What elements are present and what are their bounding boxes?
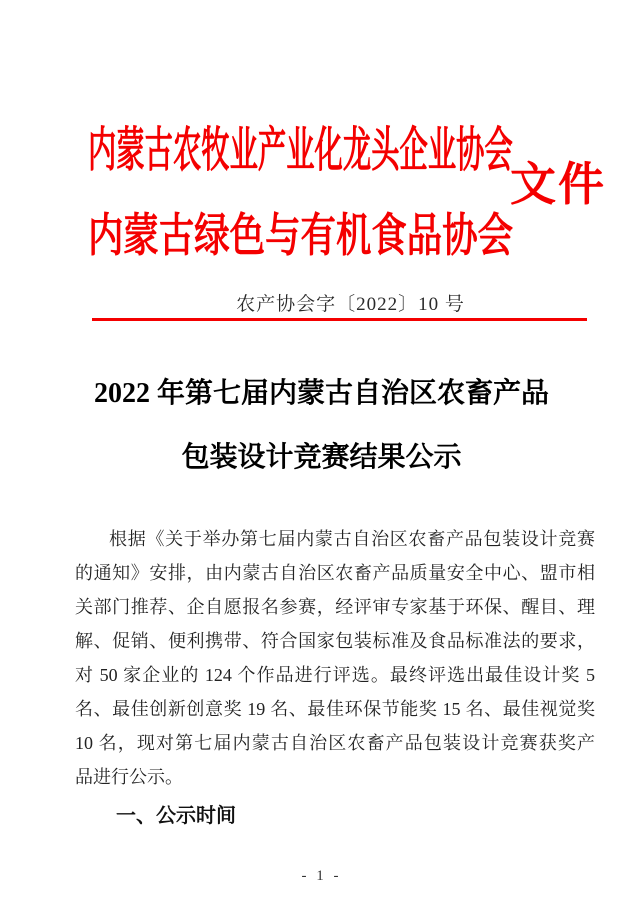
document-title-line-2: 包装设计竞赛结果公示 (181, 442, 462, 473)
body-line: 10 名，现对第七届内蒙古自治区农畜产品包装设计竞赛获奖产 (75, 733, 595, 753)
letterhead-org-name-1-text: 内蒙古农牧业产业化龙头企业协会 (88, 124, 513, 177)
letterhead-org-name-2 (88, 210, 513, 262)
body-line: 对 50 家企业的 124 个作品进行评选。最终评选出最佳设计奖 5 (75, 665, 595, 685)
letterhead-org-name-1 (88, 124, 513, 178)
body-line: 根据《关于举办第七届内蒙古自治区农畜产品包装设计竞赛 (109, 529, 595, 549)
body-line: 名、最佳创新创意奖 19 名、最佳环保节能奖 15 名、最佳视觉奖 (75, 699, 595, 719)
letterhead-org-name-2-text: 内蒙古绿色与有机食品协会 (88, 210, 514, 261)
red-divider-line (92, 318, 587, 321)
document-title-line-1: 2022 年第七届内蒙古自治区农畜产品 (93, 378, 549, 409)
body-line: 关部门推荐、企自愿报名参赛，经评审专家基于环保、醒目、理 (75, 597, 595, 617)
body-paragraph (75, 522, 595, 794)
body-line: 的通知》安排，由内蒙古自治区农畜产品质量安全中心、盟市相 (75, 563, 595, 583)
document-title (0, 374, 643, 478)
body-line: 解、促销、便利携带、符合国家包装标准及食品标准法的要求， (75, 631, 595, 651)
section-heading-publicity-period: 一、公示时间 (116, 805, 236, 827)
body-line: 品进行公示。 (75, 767, 183, 787)
letterhead-document-word: 文件 (510, 159, 606, 210)
document-reference-number: 农产协会字〔2022〕10 号 (236, 294, 465, 315)
page-number: - 1 - (301, 868, 342, 884)
